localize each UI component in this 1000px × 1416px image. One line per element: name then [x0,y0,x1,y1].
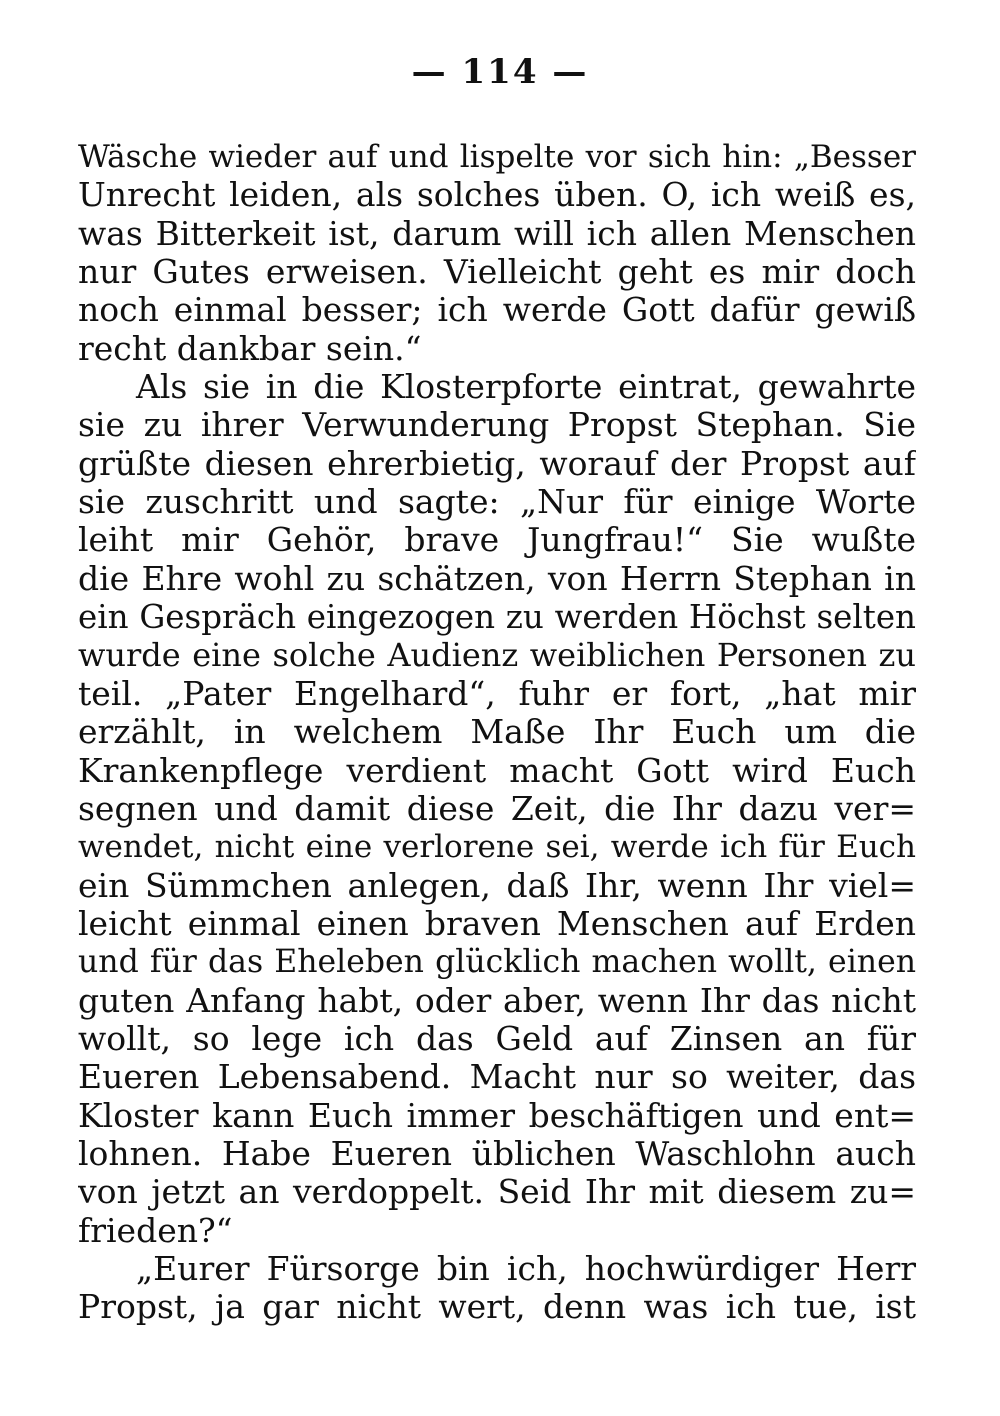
text-line: guten Anfang habt, oder aber, wenn Ihr das nicht [78,981,916,1020]
text-line: wurde eine solche Audienz weiblichen Personen zu [78,636,916,675]
text-line: ein Gespräch eingezogen zu werden Höchst selten [78,598,916,637]
text-line: wollt, so lege ich das Geld auf Zinsen an für [78,1019,916,1058]
text-line: Unrecht leiden, als solches üben. O, ich weiß es, [78,176,916,215]
text-line: was Bitterkeit ist, darum will ich allen Menschen [78,214,916,253]
text-line: „Eurer Fürsorge bin ich, hochwürdiger Herr [136,1249,916,1288]
text-line: Kloster kann Euch immer beschäftigen und ent= [78,1096,916,1135]
text-line: Krankenpflege verdient macht Gott wird Euch [78,751,916,790]
text-line: Propst, ja gar nicht wert, denn was ich tue, ist [78,1288,916,1327]
text-line: wendet, nicht eine verlorene sei, werde ich für Euch [78,829,916,866]
text-line: erzählt, in welchem Maße Ihr Euch um die [78,713,916,752]
text-line: sie zu ihrer Verwunderung Propst Stephan. Sie [78,406,916,445]
text-line: frieden?“ [78,1211,233,1250]
text-line: Eueren Lebensabend. Macht nur so weiter, das [78,1058,916,1097]
text-line: teil. „Pater Engelhard“, fuhr er fort, „hat mir [78,674,916,713]
page-number: — 114 — [411,52,589,92]
text-line: von jetzt an verdoppelt. Seid Ihr mit diesem zu= [78,1173,916,1212]
text-line: recht dankbar sein.“ [78,329,422,368]
text-line: leiht mir Gehör, brave Jungfrau!“ Sie wußte [78,521,916,560]
text-line: Als sie in die Klosterpforte eintrat, gewahrte [136,368,916,407]
body-text [78,138,916,1327]
text-line: sie zuschritt und sagte: „Nur für einige Worte [78,483,916,522]
text-line: noch einmal besser; ich werde Gott dafür gewiß [78,291,916,330]
text-line: ein Sümmchen anlegen, daß Ihr, wenn Ihr viel= [78,866,916,905]
text-line: lohnen. Habe Eueren üblichen Waschlohn auch [78,1134,916,1173]
text-line: segnen und damit diese Zeit, die Ihr dazu ver= [78,789,916,828]
text-line: Wäsche wieder auf und lispelte vor sich hin: „Besser [78,139,916,175]
text-line: nur Gutes erweisen. Vielleicht geht es mir doch [78,253,916,292]
text-line: die Ehre wohl zu schätzen, von Herrn Stephan in [78,559,916,598]
text-line: grüßte diesen ehrerbietig, worauf der Propst auf [78,444,916,483]
text-line: leicht einmal einen braven Menschen auf Erden [78,904,916,943]
text-line: und für das Eheleben glücklich machen wollt, einen [78,944,916,981]
